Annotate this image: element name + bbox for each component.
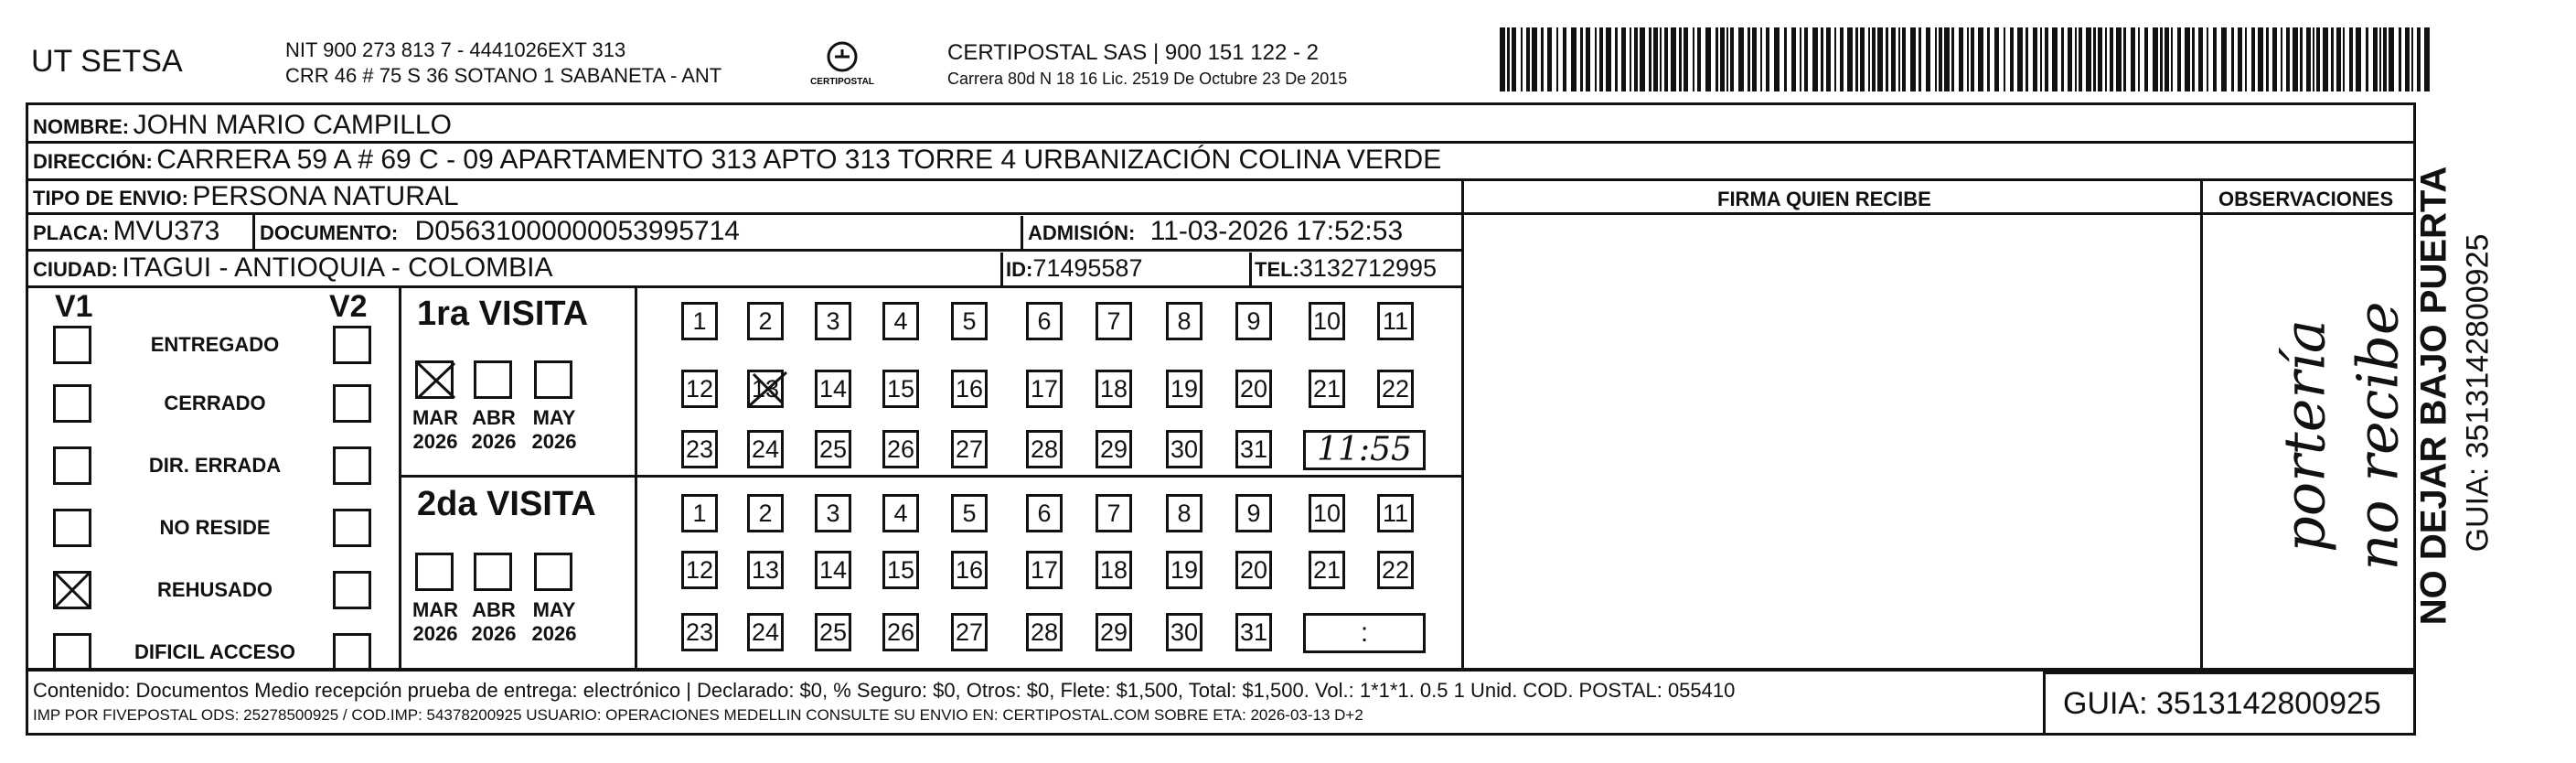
tel-value: 3132712995 — [1299, 254, 1438, 282]
day-cell-2[interactable]: 27 — [951, 613, 988, 651]
recipient-address: CARRERA 59 A # 69 C - 09 APARTAMENTO 313 APTO 313 TORRE 4 URBANIZACIÓN COLINA VERDE — [156, 145, 1442, 175]
day-cell-2[interactable]: 31 — [1235, 613, 1272, 651]
day-cell-2[interactable]: 1 — [681, 494, 718, 532]
day-cell-2[interactable]: 18 — [1096, 551, 1132, 589]
day-cell-1[interactable]: 19 — [1166, 370, 1202, 408]
day-cell-2[interactable]: 13 — [747, 551, 784, 589]
day-cell-2[interactable]: 29 — [1096, 613, 1132, 651]
status-option-label: DIR. ERRADA — [148, 454, 282, 477]
day-cell-2[interactable]: 28 — [1026, 613, 1063, 651]
visit-time-box[interactable]: : — [1303, 613, 1426, 653]
day-cell-1[interactable]: 13 — [747, 370, 784, 408]
address-label: DIRECCIÓN: CARRERA 59 A # 69 C - 09 APARTAMENTO 313 APTO 313 TORRE 4 URBANIZACIÓN COLINA VERDE — [33, 145, 1442, 175]
side-warning: NO DEJAR BAJO PUERTA — [2413, 166, 2454, 626]
day-cell-1[interactable]: 18 — [1096, 370, 1132, 408]
day-cell-1[interactable]: 16 — [951, 370, 988, 408]
svg-text:CERTIPOSTAL: CERTIPOSTAL — [810, 77, 874, 87]
v2-label: V2 — [329, 289, 368, 324]
carrier-license: Carrera 80d N 18 16 Lic. 2519 De Octubre 23 De 2015 — [947, 70, 1348, 88]
day-cell-2[interactable]: 4 — [882, 494, 919, 532]
day-cell-1[interactable]: 7 — [1096, 302, 1132, 340]
day-cell-2[interactable]: 20 — [1235, 551, 1272, 589]
day-cell-2[interactable]: 25 — [815, 613, 851, 651]
day-cell-1[interactable]: 8 — [1166, 302, 1202, 340]
day-cell-2[interactable]: 26 — [882, 613, 919, 651]
day-cell-1[interactable]: 10 — [1309, 302, 1345, 340]
v2-checkbox[interactable] — [333, 446, 371, 485]
month-label: MAR 2026 — [412, 406, 459, 453]
month-label: ABR 2026 — [471, 598, 517, 645]
day-cell-1[interactable]: 15 — [882, 370, 919, 408]
observations-label: OBSERVACIONES — [2218, 188, 2394, 210]
day-cell-1[interactable]: 31 — [1235, 430, 1272, 468]
month-checkbox[interactable] — [534, 360, 572, 399]
day-cell-1[interactable]: 2 — [747, 302, 784, 340]
day-cell-1[interactable]: 29 — [1096, 430, 1132, 468]
v1-checkbox[interactable] — [53, 384, 91, 423]
day-cell-2[interactable]: 10 — [1309, 494, 1345, 532]
name-label: NOMBRE: JOHN MARIO CAMPILLO — [33, 110, 452, 140]
day-cell-1[interactable]: 25 — [815, 430, 851, 468]
day-cell-2[interactable]: 22 — [1377, 551, 1414, 589]
day-cell-2[interactable]: 21 — [1309, 551, 1345, 589]
footer-print-info: IMP POR FIVEPOSTAL ODS: 25278500925 / COD.IMP: 54378200925 USUARIO: OPERACIONES MEDELLIN CONSULTE SU ENVIO EN: CERTIPOSTAL.COM SOBRE ETA: 2026-03-13 D+2 — [33, 706, 1363, 724]
observations-handwriting: portería no recibe — [2271, 301, 2411, 571]
v1-label: V1 — [55, 289, 93, 324]
signature-label: FIRMA QUIEN RECIBE — [1717, 188, 1931, 210]
day-cell-2[interactable]: 7 — [1096, 494, 1132, 532]
v2-checkbox[interactable] — [333, 326, 371, 364]
day-cell-1[interactable]: 5 — [951, 302, 988, 340]
month-checkbox[interactable] — [534, 553, 572, 591]
day-cell-2[interactable]: 15 — [882, 551, 919, 589]
day-cell-2[interactable]: 9 — [1235, 494, 1272, 532]
v2-checkbox[interactable] — [333, 633, 371, 672]
v2-checkbox[interactable] — [333, 509, 371, 547]
status-option-label: DIFICIL ACCESO — [134, 640, 295, 663]
day-cell-1[interactable]: 20 — [1235, 370, 1272, 408]
day-cell-2[interactable]: 16 — [951, 551, 988, 589]
day-cell-2[interactable]: 8 — [1166, 494, 1202, 532]
v1-checkbox[interactable] — [53, 326, 91, 364]
day-cell-1[interactable]: 12 — [681, 370, 718, 408]
status-option-label: NO RESIDE — [159, 516, 271, 539]
type-label: TIPO DE ENVIO: PERSONA NATURAL — [33, 181, 459, 211]
city-value: ITAGUI - ANTIOQUIA - COLOMBIA — [122, 253, 553, 283]
day-cell-2[interactable]: 23 — [681, 613, 718, 651]
side-guia: GUIA: 3513142800925 — [2460, 233, 2496, 553]
day-cell-1[interactable]: 21 — [1309, 370, 1345, 408]
v1-checkbox[interactable] — [53, 571, 91, 609]
status-option-label: ENTREGADO — [150, 333, 280, 356]
day-cell-2[interactable]: 12 — [681, 551, 718, 589]
day-cell-2[interactable]: 17 — [1026, 551, 1063, 589]
day-cell-1[interactable]: 28 — [1026, 430, 1063, 468]
month-label: MAR 2026 — [412, 598, 459, 645]
id-field: ID:71495587 — [1006, 254, 1143, 282]
day-cell-1[interactable]: 4 — [882, 302, 919, 340]
day-cell-1[interactable]: 11 — [1377, 302, 1414, 340]
day-cell-1[interactable]: 17 — [1026, 370, 1063, 408]
plate-field: PLACA: MVU373 — [33, 216, 220, 246]
id-value: 71495587 — [1032, 254, 1143, 282]
v1-checkbox[interactable] — [53, 633, 91, 672]
status-option-label: REHUSADO — [157, 578, 273, 601]
day-cell-2[interactable]: 6 — [1026, 494, 1063, 532]
day-cell-2[interactable]: 24 — [747, 613, 784, 651]
carrier-name: CERTIPOSTAL SAS | 900 151 122 - 2 — [947, 40, 1319, 65]
day-cell-2[interactable]: 5 — [951, 494, 988, 532]
v1-checkbox[interactable] — [53, 509, 91, 547]
day-cell-1[interactable]: 9 — [1235, 302, 1272, 340]
company-name: UT SETSA — [31, 44, 183, 79]
day-cell-2[interactable]: 11 — [1377, 494, 1414, 532]
admission-value: 11-03-2026 17:52:53 — [1149, 216, 1404, 246]
day-cell-1[interactable]: 14 — [815, 370, 851, 408]
day-cell-2[interactable]: 3 — [815, 494, 851, 532]
day-cell-1[interactable]: 24 — [747, 430, 784, 468]
shipment-type: PERSONA NATURAL — [192, 181, 459, 211]
day-cell-1[interactable]: 27 — [951, 430, 988, 468]
v1-checkbox[interactable] — [53, 446, 91, 485]
day-cell-2[interactable]: 19 — [1166, 551, 1202, 589]
tel-field: TEL:3132712995 — [1255, 254, 1438, 282]
company-nit: NIT 900 273 813 7 - 4441026EXT 313 — [285, 38, 626, 61]
day-cell-2[interactable]: 14 — [815, 551, 851, 589]
day-cell-2[interactable]: 2 — [747, 494, 784, 532]
month-label: MAY 2026 — [531, 598, 577, 645]
recipient-name: JOHN MARIO CAMPILLO — [133, 110, 452, 140]
day-cell-1[interactable]: 22 — [1377, 370, 1414, 408]
visit2-title: 2da VISITA — [417, 485, 596, 523]
month-checkbox[interactable] — [415, 360, 454, 399]
city-field: CIUDAD: ITAGUI - ANTIOQUIA - COLOMBIA — [33, 253, 553, 283]
plate-value: MVU373 — [112, 216, 220, 246]
visit-time-box[interactable]: 11:55 — [1303, 430, 1426, 470]
month-checkbox[interactable] — [474, 360, 512, 399]
month-checkbox[interactable] — [415, 553, 454, 591]
footer-content: Contenido: Documentos Medio recepción prueba de entrega: electrónico | Declarado: $0, % Seguro: $0, Otros: $0, Flete: $1,500, Total: $1,500. Vol.: 1*1*1. 0.5 1 Unid. COD. POSTAL: 055410 — [33, 679, 1736, 702]
document-value: D05631000000053995714 — [414, 216, 740, 246]
day-cell-1[interactable]: 30 — [1166, 430, 1202, 468]
admission-field: ADMISIÓN: 11-03-2026 17:52:53 — [1028, 216, 1404, 246]
visit1-title: 1ra VISITA — [417, 295, 589, 333]
day-cell-1[interactable]: 6 — [1026, 302, 1063, 340]
day-cell-1[interactable]: 26 — [882, 430, 919, 468]
day-cell-2[interactable]: 30 — [1166, 613, 1202, 651]
month-label: MAY 2026 — [531, 406, 577, 453]
company-address: CRR 46 # 75 S 36 SOTANO 1 SABANETA - ANT — [285, 64, 722, 87]
day-cell-1[interactable]: 1 — [681, 302, 718, 340]
v2-checkbox[interactable] — [333, 384, 371, 423]
document-field: DOCUMENTO: D05631000000053995714 — [260, 216, 740, 246]
barcode — [1500, 27, 2432, 91]
day-cell-1[interactable]: 3 — [815, 302, 851, 340]
month-checkbox[interactable] — [474, 553, 512, 591]
day-cell-1[interactable]: 23 — [681, 430, 718, 468]
v2-checkbox[interactable] — [333, 571, 371, 609]
month-label: ABR 2026 — [471, 406, 517, 453]
certipostal-logo — [810, 37, 874, 95]
status-option-label: CERRADO — [164, 392, 266, 414]
footer-guia: GUIA: 3513142800925 — [2063, 686, 2381, 721]
